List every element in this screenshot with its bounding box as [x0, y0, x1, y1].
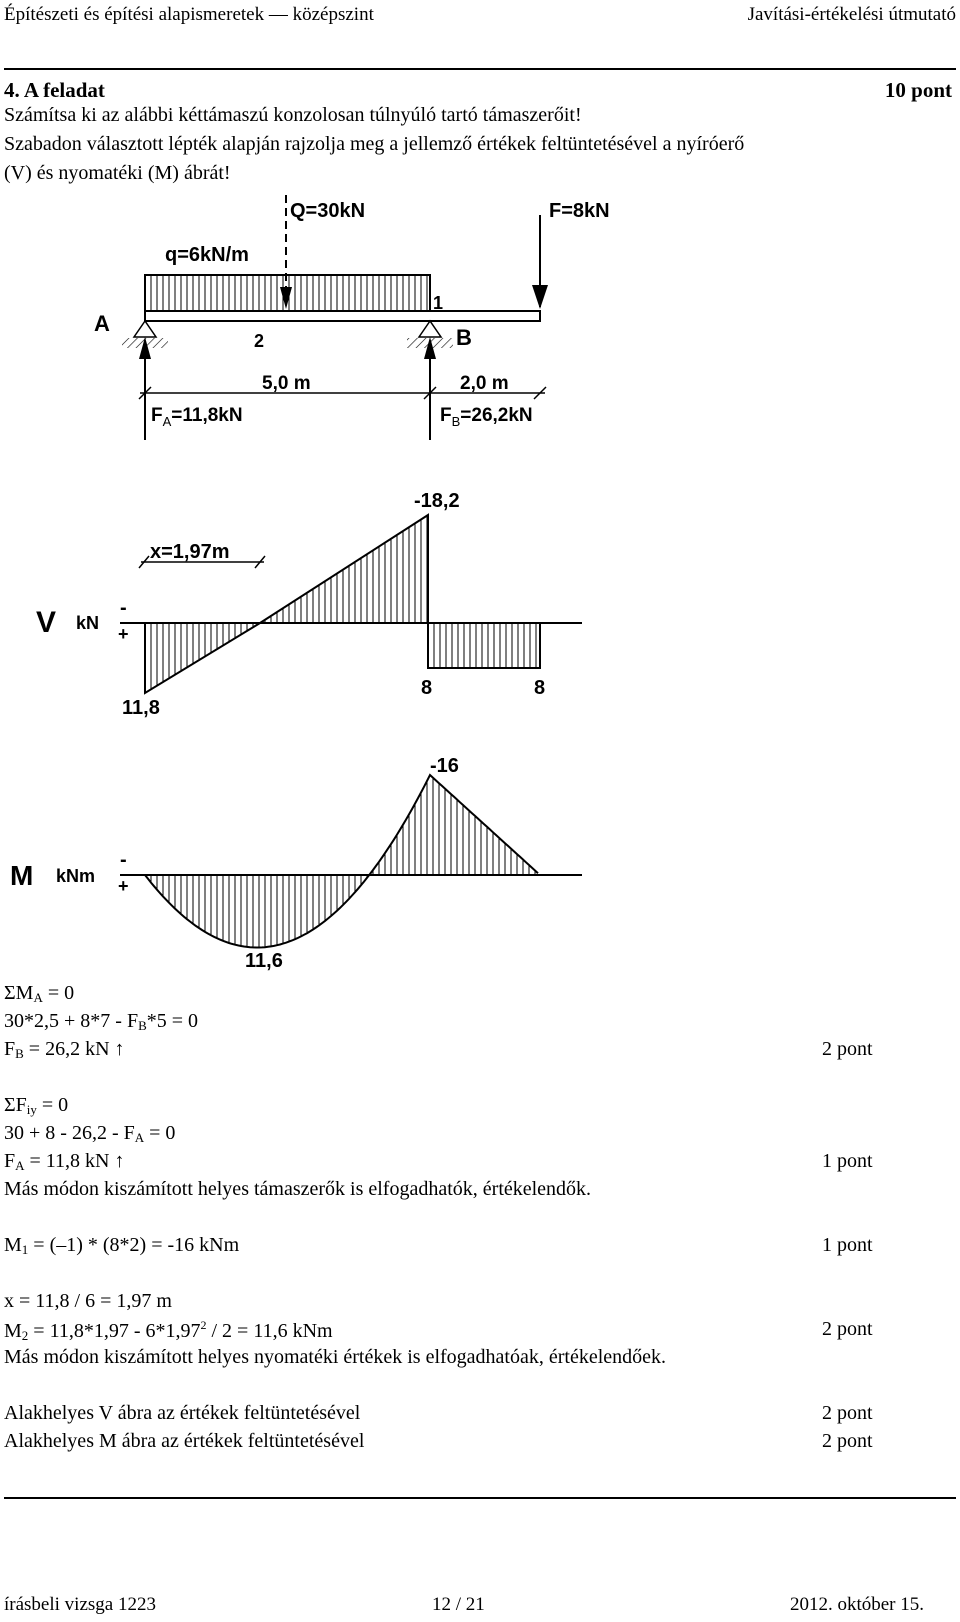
moment-unit: kNm — [56, 866, 96, 886]
V-shape-criterion: Alakhelyes V ábra az értékek feltüntetésével — [4, 1402, 361, 1424]
moment-equation: $30*2,5 + 8*7 - F_B*5 = 0$ — [4, 1010, 199, 1033]
A-label: A — [94, 311, 110, 336]
footer-exam: írásbeli vizsga 1223 — [4, 1594, 156, 1615]
shear-minus-sign: - — [120, 597, 127, 619]
beam-figure — [0, 195, 960, 455]
shear-plus-sign: + — [118, 624, 129, 644]
FA-result: $F_A = 11,8$ kN ↑ — [4, 1150, 125, 1173]
span-2-label: 2,0 m — [460, 373, 509, 394]
V-shape-points: 2 pont — [822, 1402, 873, 1424]
moment-top-value: -16 — [430, 755, 459, 777]
task-points: 10 pont — [884, 78, 952, 102]
beam — [145, 311, 540, 321]
F-label: F=8kN — [549, 200, 610, 222]
F-arrow-icon — [532, 285, 548, 309]
shear-right-value: 8 — [534, 677, 546, 699]
FA-points: 1 pont — [822, 1150, 873, 1172]
moment-diagram — [0, 745, 960, 975]
header-subject: Építészeti és építési alapismeretek — középszint — [4, 4, 374, 25]
moment-title: M — [10, 860, 34, 891]
shear-x-label: x=1,97m — [150, 541, 230, 563]
span-1-label: 5,0 m — [262, 373, 311, 394]
sum-MA-equation: $\Sigma M_A = 0$ — [4, 982, 75, 1005]
moment-outline — [145, 775, 538, 948]
moment-bottom-value: 11,6 — [245, 950, 283, 972]
note-reactions: Más módon kiszámított helyes támaszerők is elfogadhatók, értékelendők. — [4, 1178, 592, 1200]
M-shape-points: 2 pont — [822, 1430, 873, 1452]
Q-label: Q=30kN — [290, 200, 366, 222]
point-2-label: 2 — [254, 331, 265, 351]
task-title: 4. A feladat — [4, 78, 105, 102]
shear-mid-value: 8 — [421, 677, 433, 699]
M2-points: 2 pont — [822, 1318, 873, 1340]
shear-left-value: 11,8 — [122, 697, 160, 719]
moment-minus-sign: - — [120, 849, 127, 871]
FB-points: 2 pont — [822, 1038, 873, 1060]
M2-equation: $M_2 = 11,8*1,97 - 6*1,97^2 / 2 = 11,6$ kNm — [4, 1318, 333, 1343]
footer-date: 2012. október 15. — [789, 1594, 924, 1615]
point-1-label: 1 — [433, 293, 444, 313]
FB-label: $F_B=26,2kN$ — [440, 405, 533, 429]
force-equation: $30 + 8 - 26,2 - F_A = 0$ — [4, 1122, 176, 1145]
shear-top-value: -18,2 — [414, 490, 460, 512]
M-shape-criterion: Alakhelyes M ábra az értékek feltüntetésével — [4, 1430, 365, 1452]
Q-arrow-icon — [280, 287, 292, 309]
footer-page-number: 12 / 21 — [432, 1594, 485, 1615]
M1-equation: $M_1 = (-1) * (8*2) = -16$ kNm — [4, 1234, 240, 1257]
shear-title: V — [36, 606, 57, 639]
M1-points: 1 pont — [822, 1234, 873, 1256]
shear-unit: kN — [76, 613, 100, 633]
sum-Fiy-equation: $\Sigma F_{iy} = 0$ — [4, 1094, 69, 1117]
header-rule — [4, 68, 956, 70]
task-text-line: Számítsa ki az alábbi kéttámaszú konzolosan túlnyúló tartó támaszerőit! — [4, 104, 582, 126]
FA-label: $F_A=11,8kN$ — [151, 405, 243, 429]
header-guide: Javítási-értékelési útmutató — [747, 4, 956, 25]
B-label: B — [456, 325, 472, 350]
task-text-line: (V) és nyomatéki (M) ábrát! — [4, 162, 231, 184]
x-equation: x = 11,8 / 6 = 1,97 m — [4, 1290, 172, 1312]
note-moments: Más módon kiszámított helyes nyomatéki értékek is elfogadhatóak, értékelendőek. — [4, 1346, 667, 1368]
moment-plus-sign: + — [118, 876, 129, 896]
footer-rule — [4, 1497, 956, 1499]
task-text-line: Szabadon választott lépték alapján rajzolja meg a jellemző értékek feltüntetésével a nyíróerő — [4, 133, 745, 155]
shear-diagram — [0, 480, 960, 730]
FB-result: $F_B = 26,2$ kN ↑ — [4, 1038, 125, 1061]
q-label: q=6kN/m — [165, 244, 249, 266]
